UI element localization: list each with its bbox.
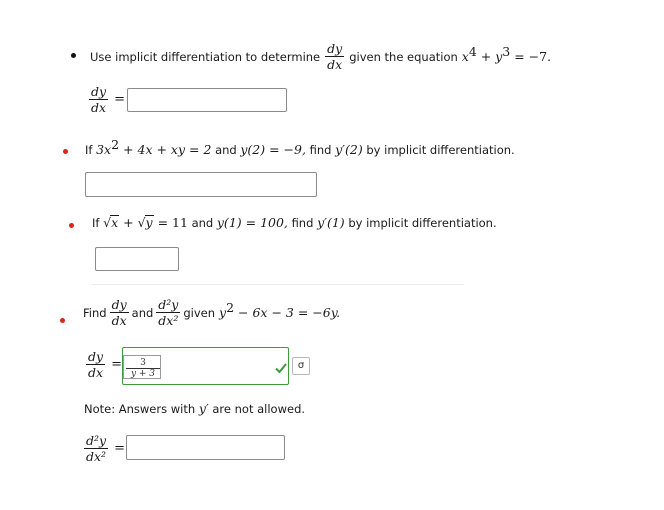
bullet-q2: [63, 149, 68, 154]
q1-equals: =: [114, 92, 125, 107]
q4-note-symbol: y′: [198, 401, 209, 416]
q2-target: y′(2): [335, 142, 363, 157]
q3-answer-input[interactable]: [95, 247, 179, 271]
q1-derivative-fraction: [325, 42, 344, 71]
q2-answer-input[interactable]: [85, 172, 317, 197]
q4-second-derivative: $\frac{\text{d²y}}{\text{dx²}}$: [158, 297, 179, 328]
checkmark-icon: [274, 361, 288, 375]
q4-answer2-input[interactable]: [126, 435, 285, 460]
q1-intro: Use implicit differentiation to determine: [90, 49, 321, 64]
q3-prompt: If √x + √y = 11 and y(1) = 100, find y′(1) by implicit differentiation.: [92, 215, 497, 230]
q1-deriv-num: dy: [327, 41, 343, 56]
q4-prompt: Find $\frac{dy}{dx}$ and $\frac{\text{d²y}}{\text{dx²}}$ given $y^2 - 6x - 3 = -6y$.: [83, 297, 341, 328]
q1-answer-lhs: [89, 85, 125, 114]
q4-answer1-input[interactable]: [123, 355, 161, 379]
q3-condition: y(1) = 100,: [216, 215, 288, 230]
symbol-palette-button[interactable]: σ: [292, 357, 310, 375]
q3-equation: √x + √y = 11: [103, 215, 188, 230]
q3-target: y′(1): [317, 215, 345, 230]
q4-equation: $y^2 - 6x - 3 = -6y$.: [219, 299, 341, 320]
q4-answer1-fraction: $\frac{3}{y + 3}$: [126, 359, 160, 379]
q1-prompt: [90, 42, 551, 71]
q2-condition: y(2) = −9,: [240, 142, 306, 157]
q4-answer2-lhs: $\frac{\text{d²y}}{\text{dx²}}$ =: [86, 433, 125, 464]
q1-lhs-fraction: $\frac{dy}{dx}$: [91, 84, 107, 115]
q1-answer-input[interactable]: [127, 88, 287, 112]
q4-note: Note: Answers with y′ are not allowed.: [84, 401, 306, 416]
q4-answer1-correct-field[interactable]: [122, 347, 289, 385]
q1-mid: given the equation: [349, 49, 458, 64]
q1-equation: $x^4 + y^3 = -7$.: [461, 43, 552, 64]
q1-deriv-den: dx: [327, 57, 343, 72]
section-divider: [92, 284, 464, 285]
q2-equation: $3x^2 + 4x$ + xy = 2: [96, 137, 212, 157]
q4-first-derivative: $\frac{dy}{dx}$: [111, 297, 127, 328]
bullet-q1: [71, 53, 76, 58]
bullet-q4: [60, 318, 65, 323]
bullet-q3: [69, 223, 74, 228]
q4-answer1-lhs: $\frac{dy}{dx}$ =: [88, 349, 122, 380]
q2-prompt: If $3x^2 + 4x$ + xy = 2 and y(2) = −9, find y′(2) by implicit differentiation.: [85, 137, 515, 157]
